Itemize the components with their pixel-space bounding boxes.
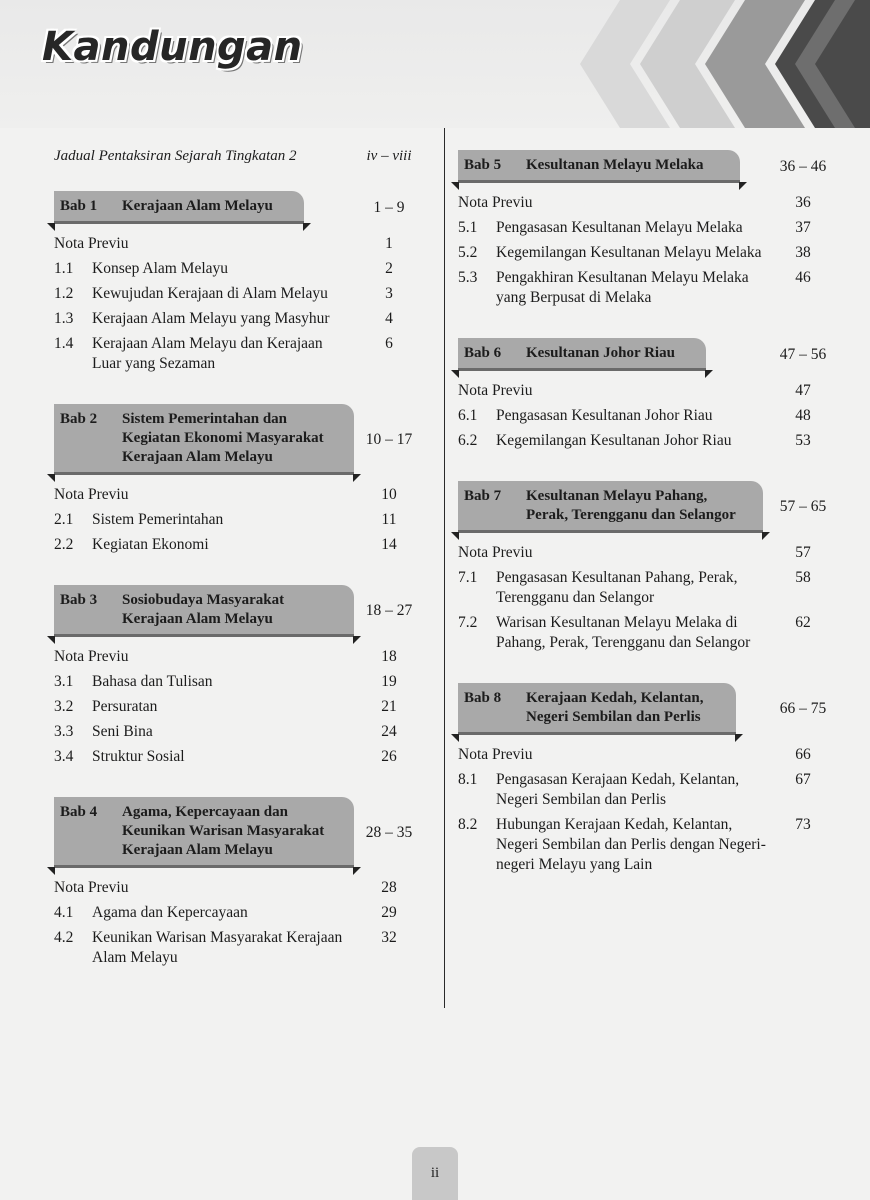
toc-entry[interactable]: [54, 903, 424, 923]
chapter-title: Kesultanan Melayu Melaka: [526, 157, 704, 173]
chapter-title: Kesultanan Johor Riau: [526, 345, 675, 361]
entry-list: [458, 745, 838, 875]
entry-code: 1.2: [54, 285, 74, 302]
chevron-decoration-icon: [560, 0, 870, 128]
entry-page: 46: [795, 269, 811, 286]
entry-page: 57: [795, 544, 811, 561]
chapter-banner: [54, 404, 354, 475]
entry-text: Pengasasan Kesultanan Pahang, Perak, Terengganu dan Selangor: [496, 569, 738, 606]
entry-code: 7.2: [458, 614, 478, 631]
entry-code: 1.1: [54, 260, 74, 277]
toc-entry[interactable]: [54, 510, 424, 530]
entry-code: 3.3: [54, 723, 74, 740]
chapter-block: [54, 585, 424, 767]
entry-code: 1.3: [54, 310, 74, 327]
toc-entry[interactable]: [54, 722, 424, 742]
entry-list: [54, 878, 424, 968]
entry-label-group: [54, 928, 354, 968]
chapter-number: Bab 5: [464, 157, 502, 173]
entry-label-group: [458, 381, 768, 401]
chapter-block: [458, 683, 838, 875]
toc-entry[interactable]: [54, 647, 424, 667]
entry-code: 5.1: [458, 219, 478, 236]
chapter-banner: [54, 797, 354, 868]
entry-code: 5.2: [458, 244, 478, 261]
page-title: Kandungan: [42, 24, 303, 70]
entry-text: Pengasasan Kesultanan Johor Riau: [496, 407, 713, 424]
entry-code: 7.1: [458, 569, 478, 586]
entry-text: Sistem Pemerintahan: [92, 511, 224, 528]
entry-page: 67: [795, 771, 811, 788]
entry-text: Nota Previu: [54, 648, 129, 665]
entry-text: Hubungan Kerajaan Kedah, Kelantan, Negeri Sembilan dan Perlis dengan Negeri-negeri Melayu yang Lain: [496, 816, 766, 873]
chapter-heading[interactable]: [458, 481, 838, 533]
entry-code: 3.2: [54, 698, 74, 715]
right-chapter-list: [458, 150, 838, 875]
toc-entry[interactable]: [458, 815, 838, 875]
entry-page: 48: [795, 407, 811, 424]
toc-entry[interactable]: [54, 878, 424, 898]
entry-label-group: [458, 268, 768, 308]
chapter-block: [458, 481, 838, 653]
entry-label-group: [54, 672, 354, 692]
entry-page: 47: [795, 382, 811, 399]
entry-label-group: [458, 770, 768, 810]
entry-code: 1.4: [54, 335, 74, 352]
chapter-number: Bab 8: [464, 690, 502, 706]
chapter-page-range: 47 – 56: [779, 345, 827, 363]
entry-page: 21: [381, 698, 397, 715]
page-number: ii: [412, 1147, 458, 1200]
entry-text: Kegemilangan Kesultanan Melayu Melaka: [496, 244, 762, 261]
entry-text: Bahasa dan Tulisan: [92, 673, 213, 690]
entry-text: Seni Bina: [92, 723, 153, 740]
entry-text: Nota Previu: [458, 382, 533, 399]
entry-text: Nota Previu: [458, 194, 533, 211]
entry-code: 2.1: [54, 511, 74, 528]
chapter-title: Kesultanan Melayu Pahang, Perak, Terengganu dan Selangor: [526, 488, 736, 523]
chapter-number: Bab 7: [464, 488, 502, 504]
entry-list: [458, 381, 838, 451]
entry-text: Nota Previu: [54, 486, 129, 503]
entry-page: 58: [795, 569, 811, 586]
toc-entry[interactable]: [54, 334, 424, 374]
chapter-title: Agama, Kepercayaan dan Keunikan Warisan Masyarakat Kerajaan Alam Melayu: [122, 804, 325, 858]
chapter-page-range: 28 – 35: [365, 823, 413, 841]
entry-page: 24: [381, 723, 397, 740]
left-chapter-list: [54, 191, 424, 968]
chapter-page-range: 66 – 75: [779, 700, 827, 717]
chapter-heading[interactable]: [458, 150, 838, 183]
entry-label-group: [458, 406, 768, 426]
entry-label-group: [54, 284, 354, 304]
chapter-title: Kerajaan Kedah, Kelantan, Negeri Sembilan dan Perlis: [526, 690, 704, 725]
entry-page: 10: [381, 486, 397, 503]
chapter-heading[interactable]: [458, 338, 838, 371]
toc-entry[interactable]: [458, 745, 838, 765]
entry-text: Kerajaan Alam Melayu yang Masyhur: [92, 310, 330, 327]
toc-entry[interactable]: [54, 747, 424, 767]
entry-label-group: [54, 234, 354, 254]
entry-text: Nota Previu: [54, 879, 129, 896]
entry-page: 28: [381, 879, 397, 896]
entry-page: 73: [795, 816, 811, 833]
entry-text: Pengasasan Kesultanan Melayu Melaka: [496, 219, 743, 236]
entry-page: 4: [385, 310, 393, 327]
chapter-heading[interactable]: [54, 404, 424, 475]
toc-entry[interactable]: [458, 568, 838, 608]
entry-code: 3.1: [54, 673, 74, 690]
entry-code: 6.1: [458, 407, 478, 424]
entry-label-group: [458, 218, 768, 238]
entry-list: [54, 234, 424, 374]
toc-entry[interactable]: [54, 309, 424, 329]
chapter-heading[interactable]: [54, 585, 424, 637]
chapter-block: [458, 150, 838, 308]
entry-label-group: [54, 697, 354, 717]
chapter-number: Bab 1: [60, 198, 98, 214]
entry-label-group: [54, 535, 354, 555]
entry-list: [54, 485, 424, 555]
chapter-block: [54, 404, 424, 555]
chapter-number: Bab 6: [464, 345, 502, 361]
entry-text: Kegiatan Ekonomi: [92, 536, 209, 553]
entry-code: 8.2: [458, 816, 478, 833]
entry-text: Konsep Alam Melayu: [92, 260, 229, 277]
toc-entry[interactable]: [54, 284, 424, 304]
toc-entry[interactable]: [458, 431, 838, 451]
toc-entry[interactable]: [54, 234, 424, 254]
chapter-number: Bab 2: [60, 411, 98, 427]
chapter-banner: [458, 481, 763, 533]
chapter-page-range: 57 – 65: [779, 498, 827, 515]
entry-page: 19: [381, 673, 397, 690]
entry-text: Struktur Sosial: [92, 748, 185, 765]
entry-text: Persuratan: [92, 698, 158, 715]
entry-code: 4.2: [54, 929, 74, 946]
entry-text: Pengasasan Kerajaan Kedah, Kelantan, Negeri Sembilan dan Perlis: [496, 771, 740, 808]
entry-text: Warisan Kesultanan Melayu Melaka di Pahang, Perak, Terengganu dan Selangor: [496, 614, 751, 651]
entry-page: 32: [381, 929, 397, 946]
entry-label-group: [54, 334, 354, 374]
entry-code: 4.1: [54, 904, 74, 921]
toc-entry[interactable]: [54, 535, 424, 555]
entry-label-group: [54, 647, 354, 667]
toc-entry[interactable]: [458, 243, 838, 263]
intro-line[interactable]: [54, 148, 424, 165]
entry-label-group: [54, 747, 354, 767]
toc-entry[interactable]: [458, 770, 838, 810]
entry-text: Nota Previu: [458, 544, 533, 561]
chapter-title: Sistem Pemerintahan dan Kegiatan Ekonomi Masyarakat Kerajaan Alam Melayu: [122, 411, 324, 465]
chapter-block: [54, 797, 424, 968]
toc-entry[interactable]: [458, 218, 838, 238]
entry-label-group: [458, 193, 768, 213]
chapter-block: [458, 338, 838, 451]
toc-entry[interactable]: [54, 928, 424, 968]
chapter-heading[interactable]: [54, 191, 424, 224]
entry-text: Nota Previu: [458, 746, 533, 763]
column-divider: [444, 128, 445, 1008]
entry-list: [458, 543, 838, 653]
toc-entry[interactable]: [458, 613, 838, 653]
entry-list: [458, 193, 838, 308]
entry-page: 18: [381, 648, 397, 665]
toc-entry[interactable]: [54, 259, 424, 279]
chapter-banner: [458, 683, 736, 735]
toc-entry[interactable]: [458, 543, 838, 563]
chapter-page-range: 10 – 17: [365, 430, 413, 448]
chapter-page-range: 36 – 46: [779, 157, 827, 175]
chapter-heading[interactable]: [54, 797, 424, 868]
entry-page: 14: [381, 536, 397, 553]
entry-page: 53: [795, 432, 811, 449]
entry-label-group: [458, 568, 768, 608]
entry-text: Pengakhiran Kesultanan Melayu Melaka yang Berpusat di Melaka: [496, 269, 749, 306]
entry-label-group: [458, 613, 768, 653]
entry-label-group: [54, 485, 354, 505]
entry-list: [54, 647, 424, 767]
right-column: [458, 150, 838, 905]
entry-label-group: [54, 878, 354, 898]
chapter-heading[interactable]: [458, 683, 838, 735]
toc-entry[interactable]: [458, 406, 838, 426]
entry-label-group: [54, 309, 354, 329]
entry-page: 62: [795, 614, 811, 631]
entry-label-group: [54, 510, 354, 530]
entry-page: 66: [795, 746, 811, 763]
entry-label-group: [458, 543, 768, 563]
chapter-page-range: 18 – 27: [365, 602, 413, 619]
entry-page: 29: [381, 904, 397, 921]
entry-code: 3.4: [54, 748, 74, 765]
entry-page: 3: [385, 285, 393, 302]
chapter-banner: [54, 585, 354, 637]
chapter-block: [54, 191, 424, 374]
toc-entry[interactable]: [458, 268, 838, 308]
entry-text: Kerajaan Alam Melayu dan Kerajaan Luar yang Sezaman: [92, 335, 323, 372]
entry-label-group: [458, 745, 768, 765]
entry-code: 2.2: [54, 536, 74, 553]
entry-code: 8.1: [458, 771, 478, 788]
chapter-banner: [458, 338, 706, 371]
chapter-title: Kerajaan Alam Melayu: [122, 198, 273, 214]
entry-text: Kegemilangan Kesultanan Johor Riau: [496, 432, 732, 449]
entry-page: 1: [385, 235, 393, 252]
entry-page: 38: [795, 244, 811, 261]
chapter-page-range: 1 – 9: [373, 198, 405, 216]
chapter-title: Sosiobudaya Masyarakat Kerajaan Alam Melayu: [122, 592, 285, 627]
entry-page: 36: [795, 194, 811, 211]
toc-entry[interactable]: [458, 193, 838, 213]
entry-label-group: [54, 903, 354, 923]
entry-code: 6.2: [458, 432, 478, 449]
entry-label-group: [458, 431, 768, 451]
entry-page: 11: [381, 511, 397, 528]
entry-label-group: [54, 259, 354, 279]
entry-text: Keunikan Warisan Masyarakat Kerajaan Alam Melayu: [92, 929, 343, 966]
toc-entry[interactable]: [54, 697, 424, 717]
chapter-banner: [54, 191, 304, 224]
entry-text: Agama dan Kepercayaan: [92, 904, 248, 921]
left-column: [54, 148, 424, 998]
toc-entry[interactable]: [54, 485, 424, 505]
intro-label: Jadual Pentaksiran Sejarah Tingkatan 2: [54, 148, 297, 164]
intro-pages: iv – viii: [366, 148, 412, 164]
chapter-banner: [458, 150, 740, 183]
entry-code: 5.3: [458, 269, 478, 286]
entry-text: Nota Previu: [54, 235, 129, 252]
entry-page: 37: [795, 219, 811, 236]
entry-page: 2: [385, 260, 393, 277]
entry-label-group: [458, 243, 768, 263]
entry-text: Kewujudan Kerajaan di Alam Melayu: [92, 285, 328, 302]
chapter-number: Bab 4: [60, 804, 98, 820]
entry-page: 6: [385, 335, 393, 352]
chapter-number: Bab 3: [60, 592, 98, 608]
toc-entry[interactable]: [54, 672, 424, 692]
entry-label-group: [54, 722, 354, 742]
entry-page: 26: [381, 748, 397, 765]
toc-entry[interactable]: [458, 381, 838, 401]
entry-label-group: [458, 815, 768, 875]
